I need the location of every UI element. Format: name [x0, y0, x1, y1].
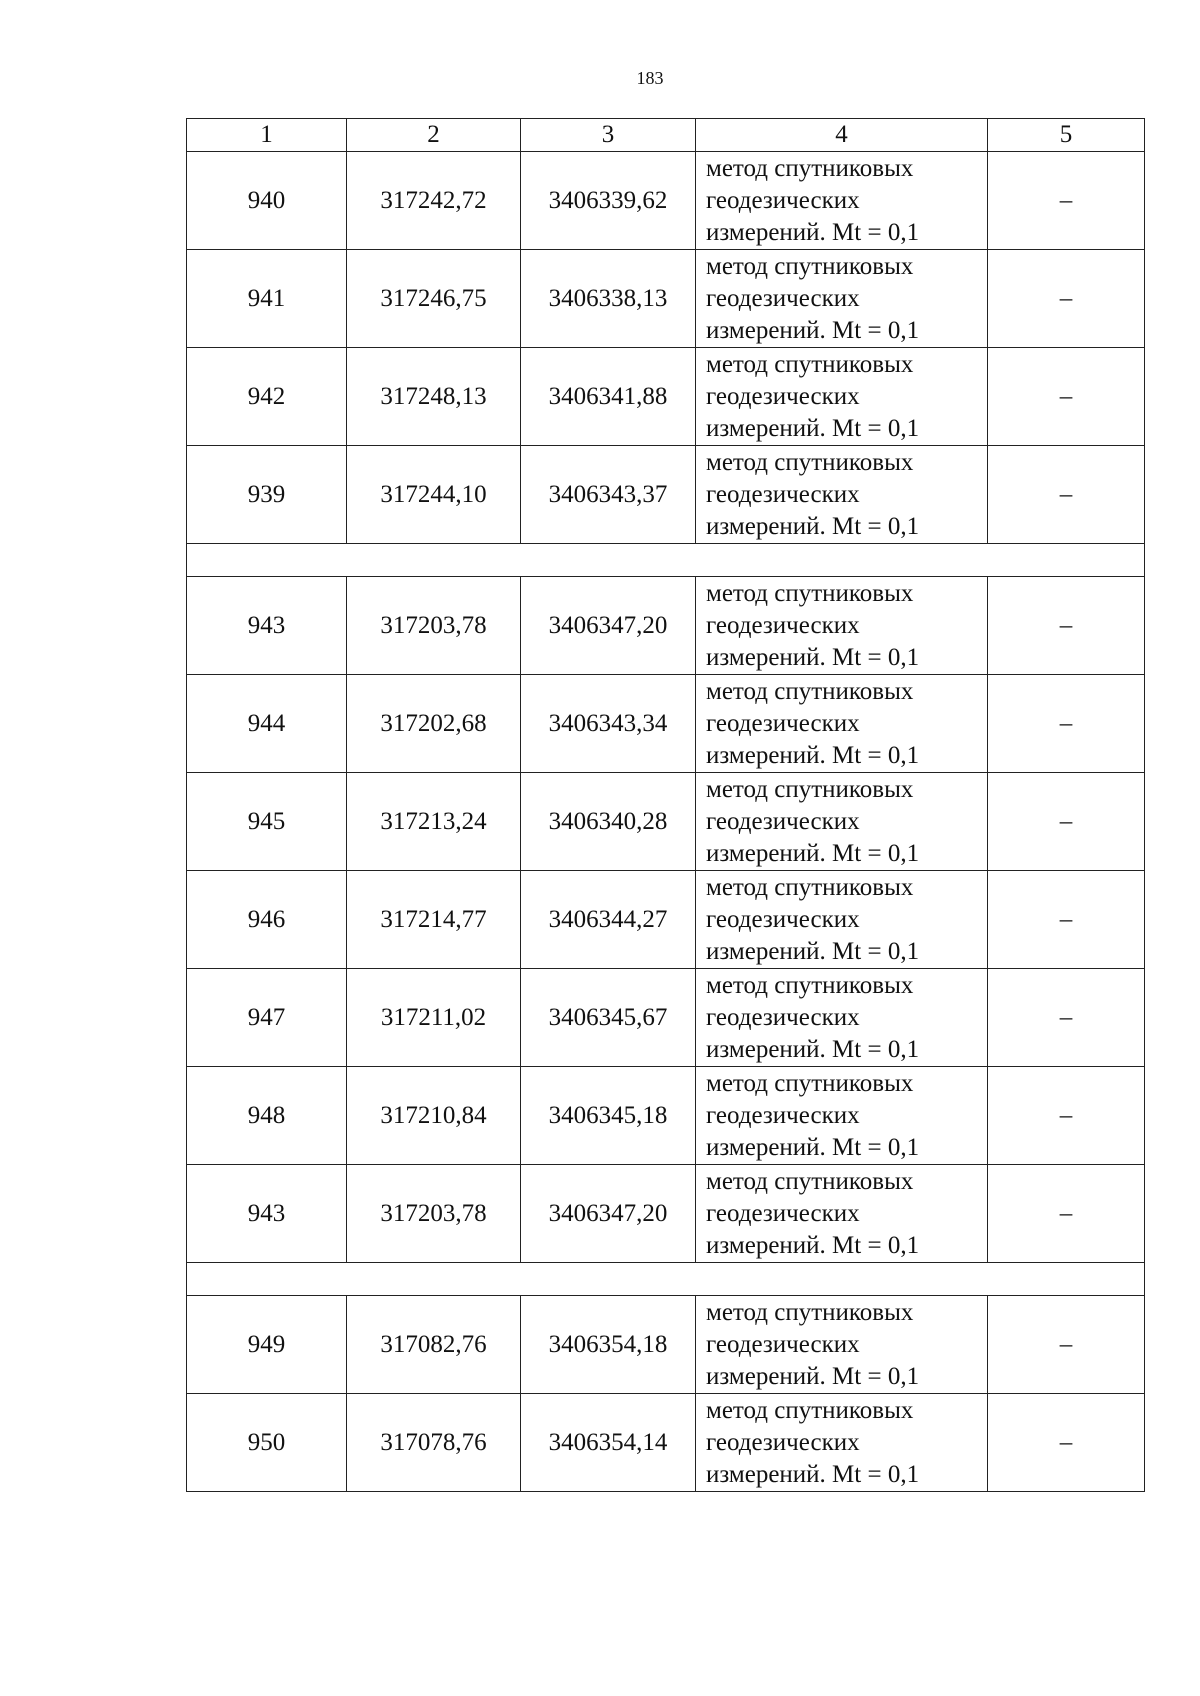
note-cell: – — [988, 1165, 1145, 1263]
point-number-cell: 946 — [187, 871, 347, 969]
method-line: геодезических — [706, 382, 860, 410]
method-line: геодезических — [706, 1199, 860, 1227]
table-row — [187, 773, 1145, 871]
x-coordinate-cell: 317242,72 — [347, 152, 521, 250]
x-coordinate-cell: 317203,78 — [347, 577, 521, 675]
method-line: метод спутниковых — [706, 873, 914, 901]
point-number-cell: 942 — [187, 348, 347, 446]
note-cell: – — [988, 250, 1145, 348]
note-cell: – — [988, 577, 1145, 675]
point-number-cell: 940 — [187, 152, 347, 250]
method-line: геодезических — [706, 807, 860, 835]
point-number-cell: 941 — [187, 250, 347, 348]
method-cell — [696, 773, 988, 871]
x-coordinate-cell: 317082,76 — [347, 1296, 521, 1394]
method-cell — [696, 871, 988, 969]
method-cell — [696, 1165, 988, 1263]
separator-cell — [187, 544, 1145, 577]
table-row — [187, 446, 1145, 544]
method-line: измерений. Mt = 0,1 — [706, 937, 920, 965]
y-coordinate-cell: 3406354,18 — [521, 1296, 696, 1394]
method-cell — [696, 1394, 988, 1492]
note-cell: – — [988, 348, 1145, 446]
point-number-cell: 949 — [187, 1296, 347, 1394]
header-cell-4: 4 — [696, 119, 988, 152]
method-line: измерений. Mt = 0,1 — [706, 512, 920, 540]
method-line: метод спутниковых — [706, 971, 914, 999]
page-number: 183 — [636, 68, 664, 88]
method-line: измерений. Mt = 0,1 — [706, 218, 920, 246]
note-cell: – — [988, 675, 1145, 773]
x-coordinate-cell: 317078,76 — [347, 1394, 521, 1492]
method-line: измерений. Mt = 0,1 — [706, 741, 920, 769]
x-coordinate-cell: 317210,84 — [347, 1067, 521, 1165]
method-line: геодезических — [706, 1330, 860, 1358]
method-line: измерений. Mt = 0,1 — [706, 1460, 920, 1488]
method-line: метод спутниковых — [706, 1069, 914, 1097]
method-cell — [696, 250, 988, 348]
point-number-cell: 943 — [187, 577, 347, 675]
method-line: измерений. Mt = 0,1 — [706, 839, 920, 867]
table-row — [187, 348, 1145, 446]
table-row — [187, 1296, 1145, 1394]
method-line: измерений. Mt = 0,1 — [706, 316, 920, 344]
table-row — [187, 1394, 1145, 1492]
x-coordinate-cell: 317244,10 — [347, 446, 521, 544]
method-line: метод спутниковых — [706, 677, 914, 705]
y-coordinate-cell: 3406343,37 — [521, 446, 696, 544]
note-cell: – — [988, 1067, 1145, 1165]
method-line: геодезических — [706, 709, 860, 737]
header-cell-1: 1 — [187, 119, 347, 152]
method-line: геодезических — [706, 1428, 860, 1456]
point-number-cell: 943 — [187, 1165, 347, 1263]
x-coordinate-cell: 317202,68 — [347, 675, 521, 773]
method-line: метод спутниковых — [706, 579, 914, 607]
method-line: измерений. Mt = 0,1 — [706, 1035, 920, 1063]
method-line: геодезических — [706, 611, 860, 639]
note-cell: – — [988, 1394, 1145, 1492]
method-line: метод спутниковых — [706, 1298, 914, 1326]
header-cell-5: 5 — [988, 119, 1145, 152]
y-coordinate-cell: 3406343,34 — [521, 675, 696, 773]
y-coordinate-cell: 3406339,62 — [521, 152, 696, 250]
method-cell — [696, 348, 988, 446]
point-number-cell: 950 — [187, 1394, 347, 1492]
group-separator-row — [187, 1263, 1145, 1296]
header-cell-3: 3 — [521, 119, 696, 152]
method-line: геодезических — [706, 284, 860, 312]
method-line: метод спутниковых — [706, 448, 914, 476]
method-line: измерений. Mt = 0,1 — [706, 1231, 920, 1259]
method-line: измерений. Mt = 0,1 — [706, 643, 920, 671]
separator-cell — [187, 1263, 1145, 1296]
y-coordinate-cell: 3406345,18 — [521, 1067, 696, 1165]
x-coordinate-cell: 317214,77 — [347, 871, 521, 969]
method-cell — [696, 675, 988, 773]
table-row — [187, 969, 1145, 1067]
method-cell — [696, 1296, 988, 1394]
note-cell: – — [988, 1296, 1145, 1394]
method-line: метод спутниковых — [706, 154, 914, 182]
point-number-cell: 944 — [187, 675, 347, 773]
note-cell: – — [988, 871, 1145, 969]
table-header-row — [187, 119, 1145, 152]
method-line: метод спутниковых — [706, 350, 914, 378]
method-line: метод спутниковых — [706, 1396, 914, 1424]
coordinates-table — [186, 118, 1145, 1492]
x-coordinate-cell: 317213,24 — [347, 773, 521, 871]
method-cell — [696, 152, 988, 250]
note-cell: – — [988, 969, 1145, 1067]
method-cell — [696, 969, 988, 1067]
table-row — [187, 1165, 1145, 1263]
method-line: метод спутниковых — [706, 775, 914, 803]
method-line: геодезических — [706, 905, 860, 933]
table-row — [187, 1067, 1145, 1165]
note-cell: – — [988, 152, 1145, 250]
group-separator-row — [187, 544, 1145, 577]
method-cell — [696, 577, 988, 675]
y-coordinate-cell: 3406340,28 — [521, 773, 696, 871]
method-line: геодезических — [706, 186, 860, 214]
y-coordinate-cell: 3406347,20 — [521, 1165, 696, 1263]
method-line: измерений. Mt = 0,1 — [706, 1133, 920, 1161]
y-coordinate-cell: 3406341,88 — [521, 348, 696, 446]
point-number-cell: 948 — [187, 1067, 347, 1165]
note-cell: – — [988, 773, 1145, 871]
y-coordinate-cell: 3406338,13 — [521, 250, 696, 348]
method-line: измерений. Mt = 0,1 — [706, 414, 920, 442]
method-cell — [696, 1067, 988, 1165]
method-line: измерений. Mt = 0,1 — [706, 1362, 920, 1390]
table-body — [187, 119, 1145, 1492]
table-row — [187, 675, 1145, 773]
x-coordinate-cell: 317246,75 — [347, 250, 521, 348]
point-number-cell: 939 — [187, 446, 347, 544]
note-cell: – — [988, 446, 1145, 544]
x-coordinate-cell: 317203,78 — [347, 1165, 521, 1263]
method-cell — [696, 446, 988, 544]
point-number-cell: 947 — [187, 969, 347, 1067]
y-coordinate-cell: 3406344,27 — [521, 871, 696, 969]
y-coordinate-cell: 3406345,67 — [521, 969, 696, 1067]
y-coordinate-cell: 3406347,20 — [521, 577, 696, 675]
point-number-cell: 945 — [187, 773, 347, 871]
table-row — [187, 250, 1145, 348]
table-row — [187, 152, 1145, 250]
y-coordinate-cell: 3406354,14 — [521, 1394, 696, 1492]
x-coordinate-cell: 317211,02 — [347, 969, 521, 1067]
x-coordinate-cell: 317248,13 — [347, 348, 521, 446]
table-row — [187, 577, 1145, 675]
method-line: геодезических — [706, 1101, 860, 1129]
method-line: метод спутниковых — [706, 252, 914, 280]
header-cell-2: 2 — [347, 119, 521, 152]
method-line: метод спутниковых — [706, 1167, 914, 1195]
method-line: геодезических — [706, 480, 860, 508]
method-line: геодезических — [706, 1003, 860, 1031]
table-row — [187, 871, 1145, 969]
